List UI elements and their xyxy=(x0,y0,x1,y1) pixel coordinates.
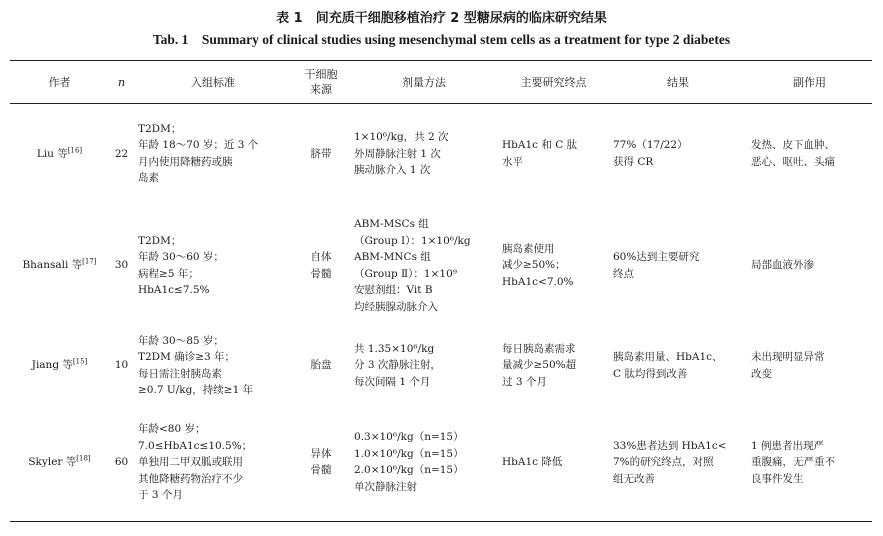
cell-criteria xyxy=(134,328,292,404)
cell-result-line: 33%患者达到 HbA1c< xyxy=(613,439,727,452)
cell-result xyxy=(609,204,747,328)
cell-result xyxy=(609,404,747,522)
cell-n: 30 xyxy=(114,259,129,272)
cell-source-line: 脐带 xyxy=(310,147,332,160)
cell-dose-line: ABM-MSCs 组 xyxy=(354,218,429,230)
cell-result-line: 获得 CR xyxy=(613,155,654,168)
author-name: Liu 等 xyxy=(36,147,68,160)
cell-dose-line: 每次间隔 1 个月 xyxy=(354,375,431,388)
cell-endpoint-line: 过 3 个月 xyxy=(502,375,547,388)
cell-dose-line: 单次静脉注射 xyxy=(354,480,417,493)
cell-dose-line: （Group Ⅰ）：1×10⁶/kg xyxy=(354,234,471,247)
cell-dose-line: 1.0×10⁶/kg（n=15） xyxy=(354,447,464,460)
cell-dose xyxy=(350,204,498,328)
cell-n: 22 xyxy=(114,147,129,160)
cell-endpoint-line: 每日胰岛素需求 xyxy=(502,342,576,355)
cell-criteria-line: 于 3 个月 xyxy=(138,489,183,501)
cell-source xyxy=(292,204,350,328)
cell-endpoint xyxy=(498,328,609,404)
cell-criteria-line: 年龄 30～60 岁； xyxy=(138,251,224,263)
cell-criteria-line: 年龄 30～85 岁； xyxy=(138,334,224,347)
cell-criteria-line: 月内使用降糖药或胰 xyxy=(138,155,233,168)
cell-dose-line: 安慰剂组：Vit B xyxy=(354,284,433,296)
cell-dose xyxy=(350,328,498,404)
cell-criteria-line: 7.0≤HbA1c≤10.5%； xyxy=(138,439,253,452)
cell-side-effect xyxy=(747,204,872,328)
table-row xyxy=(10,404,872,522)
cell-dose-line: ABM-MNCs 组 xyxy=(354,251,431,263)
table-caption-en: Tab. 1 Summary of clinical studies using mesenchymal stem cells as a treatment for type 2 diabetes xyxy=(152,32,731,47)
cell-source-line: 骨髓 xyxy=(310,267,332,280)
cell-source-line: 自体 xyxy=(310,251,332,263)
table-row xyxy=(10,328,872,404)
cell-side-effect-line: 重腹痛，无严重不 xyxy=(751,456,835,468)
cell-dose xyxy=(350,104,498,204)
reference-number: [17] xyxy=(82,257,97,266)
cell-side-effect xyxy=(747,104,872,204)
reference-number: [18] xyxy=(76,454,91,463)
cell-source-line: 胎盘 xyxy=(310,359,332,372)
cell-endpoint xyxy=(498,104,609,204)
cell-criteria-line: HbA1c≤7.5% xyxy=(138,284,210,296)
header-dose: 剂量方法 xyxy=(402,75,446,89)
cell-result-line: 终点 xyxy=(613,267,634,280)
cell-criteria xyxy=(134,104,292,204)
table-caption-cn: 表 1 间充质干细胞移植治疗 2 型糖尿病的临床研究结果 xyxy=(276,11,607,26)
reference-number: [16] xyxy=(67,146,83,154)
cell-dose-line: 胰动脉介入 1 次 xyxy=(354,164,431,176)
table-row xyxy=(10,204,872,328)
cell-endpoint-line: 减少≥50%； xyxy=(502,259,566,272)
cell-dose xyxy=(350,404,498,522)
cell-endpoint-line: 量减少≥50%超 xyxy=(502,359,577,372)
cell-endpoint-line: HbA1c 和 C 肽 xyxy=(502,139,578,152)
cell-criteria-line: 年龄<80 岁； xyxy=(138,423,206,435)
author-name: Skyler 等 xyxy=(28,456,77,468)
header-author: 作者 xyxy=(48,75,71,89)
cell-criteria-line: T2DM； xyxy=(138,234,182,247)
cell-endpoint-line: HbA1c<7.0% xyxy=(502,275,574,288)
cell-result xyxy=(609,104,747,204)
cell-source-line: 骨髓 xyxy=(310,464,332,477)
cell-side-effect-line: 改变 xyxy=(751,367,772,380)
cell-author xyxy=(10,404,109,522)
cell-side-effect-line: 发热、皮下血肿、 xyxy=(751,139,835,152)
cell-side-effect-line: 未出现明显异常 xyxy=(751,351,825,363)
table-row xyxy=(10,104,872,204)
cell-criteria-line: T2DM 确诊≥3 年； xyxy=(138,351,236,363)
cell-side-effect-line: 恶心、呕吐、头痛 xyxy=(751,155,835,168)
cell-result-line: 7%的研究终点，对照 xyxy=(613,456,714,468)
cell-source-line: 异体 xyxy=(310,447,332,460)
cell-side-effect-line: 1 例患者出现严 xyxy=(751,439,825,452)
table-body xyxy=(10,104,872,522)
header-side-effect: 副作用 xyxy=(793,75,826,89)
cell-author xyxy=(10,204,109,328)
cell-dose-line: 1×10⁶/kg，共 2 次 xyxy=(354,131,449,143)
header-source xyxy=(292,61,350,104)
cell-result-line: C 肽均得到改善 xyxy=(613,367,688,380)
author-name: Bhansali 等 xyxy=(22,259,83,272)
cell-result-line: 胰岛素用量、HbA1c、 xyxy=(613,351,723,363)
cell-endpoint-line: 胰岛素使用 xyxy=(502,242,555,255)
cell-criteria xyxy=(134,404,292,522)
cell-endpoint-line: HbA1c 降低 xyxy=(502,456,563,468)
cell-author xyxy=(10,104,109,204)
cell-side-effect xyxy=(747,328,872,404)
cell-criteria-line: 年龄 18～70 岁；近 3 个 xyxy=(138,139,259,152)
cell-n: 60 xyxy=(114,456,129,468)
cell-dose-line: 外周静脉注射 1 次 xyxy=(354,147,441,160)
header-endpoint: 主要研究终点 xyxy=(520,75,587,89)
cell-author xyxy=(10,328,109,404)
cell-n: 10 xyxy=(114,359,129,372)
cell-side-effect-line: 局部血液外渗 xyxy=(751,259,814,272)
header-source-line2: 来源 xyxy=(310,83,332,96)
cell-side-effect xyxy=(747,404,872,522)
cell-dose-line: 分 3 次静脉注射， xyxy=(354,359,441,372)
cell-endpoint xyxy=(498,404,609,522)
cell-result xyxy=(609,328,747,404)
cell-criteria-line: 每日需注射胰岛素 xyxy=(138,367,222,380)
cell-endpoint-line: 水平 xyxy=(502,155,523,168)
clinical-studies-table xyxy=(10,60,872,522)
header-result: 结果 xyxy=(667,75,689,89)
cell-dose-line: 2.0×10⁶/kg（n=15） xyxy=(354,464,464,477)
cell-criteria xyxy=(134,204,292,328)
author-name: Jiang 等 xyxy=(31,359,73,372)
cell-dose-line: （Group Ⅱ）：1×10⁹ xyxy=(354,267,457,280)
cell-dose-line: 共 1.35×10⁶/kg xyxy=(354,342,435,355)
cell-result-line: 77%（17/22） xyxy=(613,139,688,152)
cell-source xyxy=(292,404,350,522)
cell-side-effect-line: 良事件发生 xyxy=(751,472,804,485)
cell-dose-line: 0.3×10⁶/kg（n=15） xyxy=(354,431,464,444)
cell-criteria-line: 病程≥5 年； xyxy=(138,267,199,280)
header-source-line1: 干细胞 xyxy=(304,68,338,81)
header-criteria: 入组标准 xyxy=(191,75,235,89)
cell-source xyxy=(292,104,350,204)
cell-result-line: 组无改善 xyxy=(613,472,655,485)
table-header xyxy=(10,61,872,104)
cell-criteria-line: T2DM； xyxy=(138,122,182,135)
reference-number: [15] xyxy=(72,357,88,366)
cell-criteria-line: 其他降糖药物治疗不少 xyxy=(138,472,243,485)
cell-criteria-line: ≥0.7 U/kg，持续≥1 年 xyxy=(138,384,254,396)
cell-result-line: 60%达到主要研究 xyxy=(613,251,700,263)
cell-criteria-line: 单独用二甲双胍或联用 xyxy=(138,456,243,468)
cell-source xyxy=(292,328,350,404)
cell-dose-line: 均经胰腺动脉介入 xyxy=(354,300,438,313)
cell-criteria-line: 岛素 xyxy=(138,172,159,185)
header-n: n xyxy=(117,75,126,89)
cell-endpoint xyxy=(498,204,609,328)
